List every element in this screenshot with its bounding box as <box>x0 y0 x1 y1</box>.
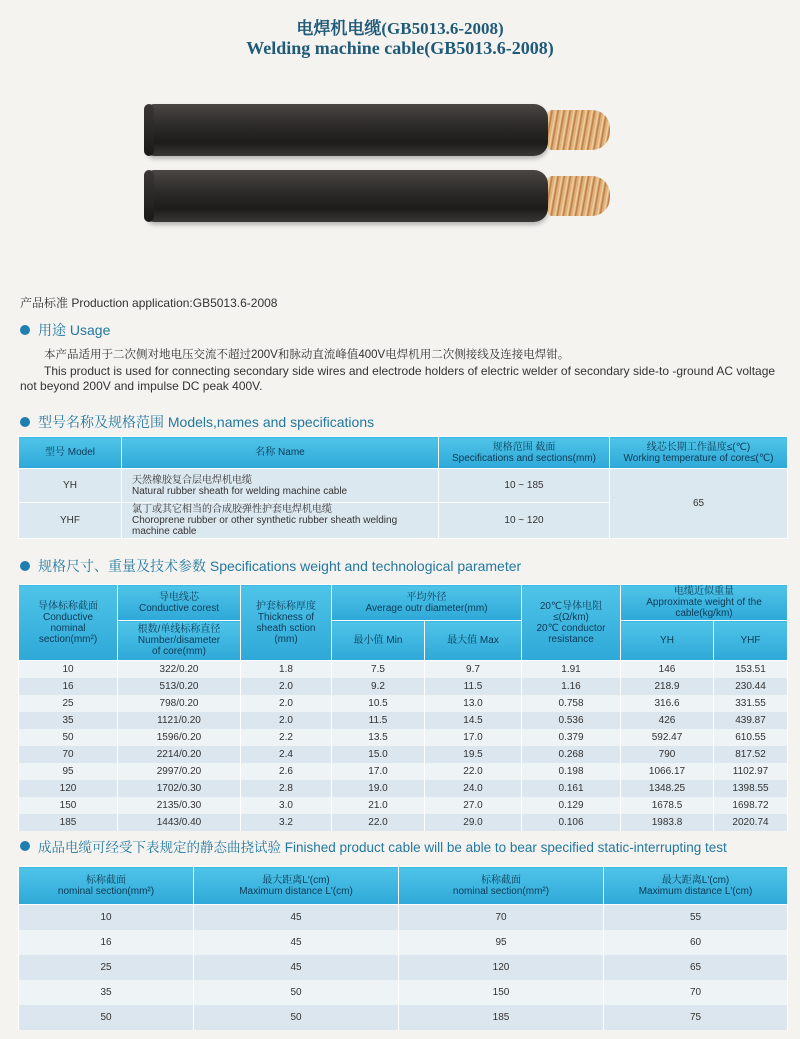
th-section: 导体标称截面 Conductive nominal section(mm²) <box>19 585 118 661</box>
table-cell: 75 <box>604 1005 788 1030</box>
table-cell: 316.6 <box>621 695 714 712</box>
table-cell: 70 <box>604 980 788 1005</box>
table-cell: 1066.17 <box>621 763 714 780</box>
table-cell: 60 <box>604 930 788 955</box>
specs-heading-text: 规格尺寸、重量及技术参数 Specifications weight and technological parameter <box>38 558 522 574</box>
name-cell: 天然橡胶复合层电焊机电缆 Natural rubber sheath for welding machine cable <box>122 469 439 503</box>
table-cell: 0.106 <box>522 814 621 831</box>
test-heading-text: 成品电缆可经受下表规定的静态曲挠试验 Finished product cable will be able to bear specified static-interrupting test <box>38 840 727 855</box>
table-cell: 592.47 <box>621 729 714 746</box>
table-cell: 10.5 <box>332 695 425 712</box>
table-row <box>19 980 788 1005</box>
usage-heading <box>20 320 110 340</box>
table-row <box>19 905 788 931</box>
table-cell: 2.2 <box>241 729 332 746</box>
table-cell: 439.87 <box>714 712 788 729</box>
table-cell: 45 <box>194 905 399 931</box>
models-heading <box>20 412 374 432</box>
table-cell: 1348.25 <box>621 780 714 797</box>
table-cell: 150 <box>19 797 118 814</box>
table-cell: 1983.8 <box>621 814 714 831</box>
table-cell: 0.198 <box>522 763 621 780</box>
table-cell: 45 <box>194 955 399 980</box>
usage-text-en: This product is used for connecting secondary side wires and electrode holders of electric welder of secondary side-to -ground AC voltage not beyond 200V and impulse DC peak 400V. <box>20 364 776 393</box>
table-cell: 27.0 <box>425 797 522 814</box>
page-title-en: Welding machine cable(GB5013.6-2008) <box>246 38 554 58</box>
table-cell: 95 <box>399 930 604 955</box>
table-cell: 45 <box>194 930 399 955</box>
table-cell: 331.55 <box>714 695 788 712</box>
table-cell: 0.536 <box>522 712 621 729</box>
table-cell: 7.5 <box>332 661 425 679</box>
table-cell: 0.268 <box>522 746 621 763</box>
table-cell: 817.52 <box>714 746 788 763</box>
specs-table-body <box>19 661 788 832</box>
copper-core-2 <box>548 176 610 216</box>
table-cell: 70 <box>19 746 118 763</box>
table-cell: 15.0 <box>332 746 425 763</box>
table-row <box>19 695 788 712</box>
table-cell: 150 <box>399 980 604 1005</box>
table-cell: 1121/0.20 <box>118 712 241 729</box>
table-cell: 0.129 <box>522 797 621 814</box>
test-table-body <box>19 905 788 1031</box>
table-cell: 10 <box>19 661 118 679</box>
table-cell: 2.8 <box>241 780 332 797</box>
table-cell: 610.55 <box>714 729 788 746</box>
table-cell: 1398.55 <box>714 780 788 797</box>
table-cell: 1702/0.30 <box>118 780 241 797</box>
table-cell: 513/0.20 <box>118 678 241 695</box>
table-row <box>19 955 788 980</box>
th-max: 最大值 Max <box>425 621 522 661</box>
table-cell: 95 <box>19 763 118 780</box>
table-cell: 1.91 <box>522 661 621 679</box>
table-cell: 11.5 <box>425 678 522 695</box>
table-row <box>19 678 788 695</box>
table-cell: 11.5 <box>332 712 425 729</box>
table-row <box>19 930 788 955</box>
table-cell: 50 <box>19 729 118 746</box>
table-cell: 65 <box>604 955 788 980</box>
th-weight: 电缆近似重量 Approximate weight of the cable(kg/km) <box>621 585 788 621</box>
th-diameter: 平均外径 Average outr diameter(mm) <box>332 585 522 621</box>
table-cell: 35 <box>19 712 118 729</box>
th-sheath: 护套标称厚度 Thickness of sheath sction (mm) <box>241 585 332 661</box>
page-title-cn: 电焊机电缆(GB5013.6-2008) <box>296 19 504 38</box>
bullet-icon <box>20 417 30 427</box>
specs-table <box>18 584 788 831</box>
table-cell: 13.0 <box>425 695 522 712</box>
bullet-icon <box>20 325 30 335</box>
production-standard: 产品标准 Production application:GB5013.6-2008 <box>20 296 278 310</box>
th-name: 名称 Name <box>122 437 439 469</box>
table-cell: 120 <box>19 780 118 797</box>
range-cell: 10 ~ 120 <box>439 503 610 539</box>
table-cell: 798/0.20 <box>118 695 241 712</box>
table-cell: 1678.5 <box>621 797 714 814</box>
table-row <box>19 797 788 814</box>
table-cell: 2.0 <box>241 695 332 712</box>
table-cell: 2214/0.20 <box>118 746 241 763</box>
table-cell: 2.0 <box>241 678 332 695</box>
bullet-icon <box>20 841 30 851</box>
table-cell: 218.9 <box>621 678 714 695</box>
table-row <box>19 712 788 729</box>
table-cell: 426 <box>621 712 714 729</box>
table-cell: 50 <box>194 1005 399 1030</box>
th-resistance: 20℃导体电阻 ≤(Ω/km) 20℃ conductor resistance <box>522 585 621 661</box>
model-cell: YH <box>19 469 122 503</box>
table-cell: 322/0.20 <box>118 661 241 679</box>
table-cell: 2.4 <box>241 746 332 763</box>
th-yhf: YHF <box>714 621 788 661</box>
th-distance-1: 最大距离L'(cm) Maximum distance L'(cm) <box>194 867 399 905</box>
table-cell: 146 <box>621 661 714 679</box>
bullet-icon <box>20 561 30 571</box>
cable-image-2 <box>148 170 548 222</box>
table-cell: 2020.74 <box>714 814 788 831</box>
th-min: 最小值 Min <box>332 621 425 661</box>
table-cell: 25 <box>19 955 194 980</box>
models-table <box>18 436 788 539</box>
table-cell: 9.2 <box>332 678 425 695</box>
test-table <box>18 866 788 1030</box>
table-cell: 21.0 <box>332 797 425 814</box>
th-range: 规格范围 截面 Specifications and sections(mm) <box>439 437 610 469</box>
table-cell: 2.6 <box>241 763 332 780</box>
table-cell: 1596/0.20 <box>118 729 241 746</box>
table-cell: 17.0 <box>332 763 425 780</box>
table-cell: 1698.72 <box>714 797 788 814</box>
table-cell: 230.44 <box>714 678 788 695</box>
table-cell: 185 <box>399 1005 604 1030</box>
model-cell: YHF <box>19 503 122 539</box>
th-core: 导电线芯 Conductive corest <box>118 585 241 621</box>
cable-image-1 <box>148 104 548 156</box>
table-cell: 120 <box>399 955 604 980</box>
table-cell: 2997/0.20 <box>118 763 241 780</box>
table-cell: 19.5 <box>425 746 522 763</box>
table-cell: 14.5 <box>425 712 522 729</box>
table-cell: 3.2 <box>241 814 332 831</box>
table-cell: 22.0 <box>425 763 522 780</box>
table-row <box>19 763 788 780</box>
specs-heading <box>20 556 521 576</box>
table-cell: 50 <box>19 1005 194 1030</box>
table-cell: 19.0 <box>332 780 425 797</box>
copper-core-1 <box>548 110 610 150</box>
table-cell: 1102.97 <box>714 763 788 780</box>
table-row <box>19 814 788 831</box>
table-cell: 24.0 <box>425 780 522 797</box>
table-cell: 25 <box>19 695 118 712</box>
table-cell: 35 <box>19 980 194 1005</box>
table-cell: 2.0 <box>241 712 332 729</box>
table-cell: 3.0 <box>241 797 332 814</box>
th-section-2: 标称截面 nominal section(mm²) <box>399 867 604 905</box>
th-model: 型号 Model <box>19 437 122 469</box>
table-cell: 0.161 <box>522 780 621 797</box>
name-cell: 氯丁或其它相当的合成胶弹性护套电焊机电缆 Choroprene rubber or other synthetic rubber sheath welding machine cable <box>122 503 439 539</box>
table-cell: 29.0 <box>425 814 522 831</box>
range-cell: 10 ~ 185 <box>439 469 610 503</box>
table-cell: 153.51 <box>714 661 788 679</box>
table-cell: 790 <box>621 746 714 763</box>
table-cell: 1443/0.40 <box>118 814 241 831</box>
table-cell: 55 <box>604 905 788 931</box>
table-row <box>19 780 788 797</box>
table-cell: 0.379 <box>522 729 621 746</box>
table-cell: 16 <box>19 678 118 695</box>
table-cell: 10 <box>19 905 194 931</box>
table-cell: 2135/0.30 <box>118 797 241 814</box>
table-cell: 9.7 <box>425 661 522 679</box>
table-cell: 16 <box>19 930 194 955</box>
temperature-cell: 65 <box>610 469 788 539</box>
table-cell: 185 <box>19 814 118 831</box>
table-cell: 13.5 <box>332 729 425 746</box>
table-cell: 1.16 <box>522 678 621 695</box>
table-cell: 22.0 <box>332 814 425 831</box>
models-heading-text: 型号名称及规格范围 Models,names and specifications <box>38 414 375 430</box>
table-row <box>19 1005 788 1030</box>
table-row <box>19 661 788 679</box>
table-cell: 70 <box>399 905 604 931</box>
table-row <box>19 746 788 763</box>
th-yh: YH <box>621 621 714 661</box>
table-cell: 17.0 <box>425 729 522 746</box>
th-distance-2: 最大距离L'(cm) Maximum distance L'(cm) <box>604 867 788 905</box>
th-temp: 线芯长期工作温度≤(℃) Working temperature of core≤(℃) <box>610 437 788 469</box>
th-core-sub: 根数/单线标称直径 Number/disameter of core(mm) <box>118 621 241 661</box>
table-row <box>19 729 788 746</box>
test-heading <box>20 836 727 856</box>
usage-heading-text: 用途 Usage <box>38 322 111 338</box>
th-section-1: 标称截面 nominal section(mm²) <box>19 867 194 905</box>
table-cell: 0.758 <box>522 695 621 712</box>
usage-text-cn: 本产品适用于二次侧对地电压交流不超过200V和脉动直流峰值400V电焊机用二次侧接线及连接电焊钳。 <box>44 349 570 361</box>
table-cell: 50 <box>194 980 399 1005</box>
table-cell: 1.8 <box>241 661 332 679</box>
